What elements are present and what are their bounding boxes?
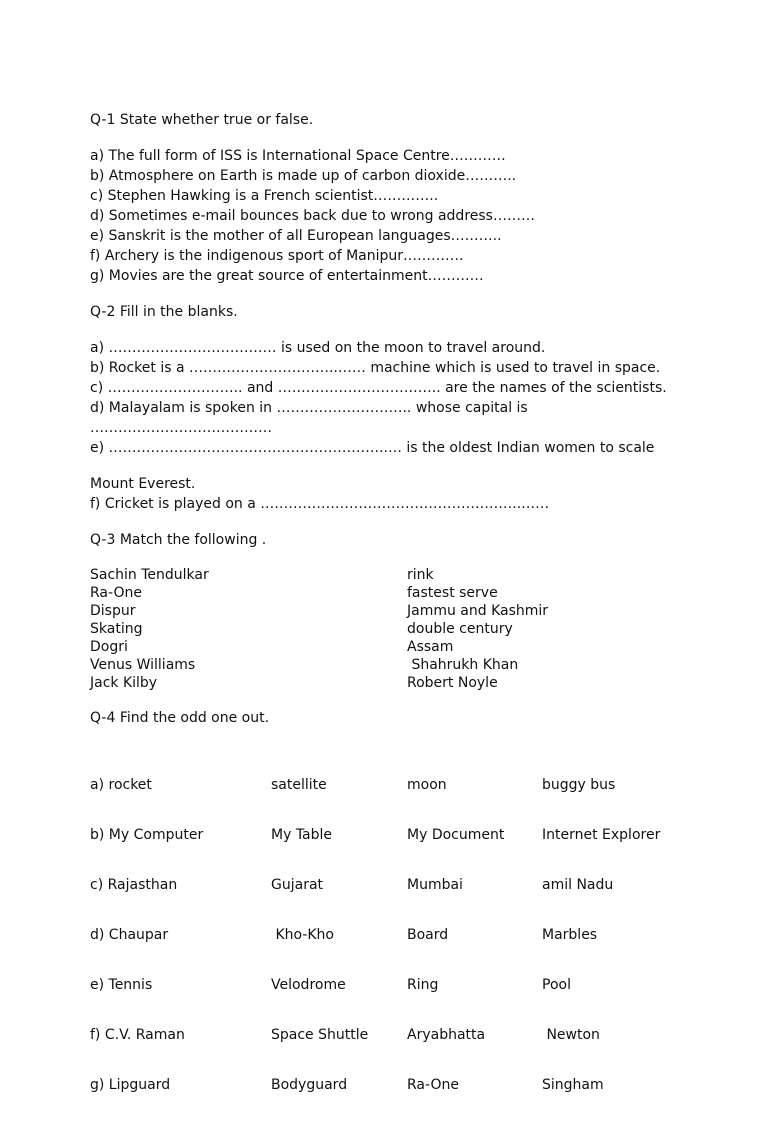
q2-item-continuation: ………………………………… [90, 420, 272, 436]
match-right: Assam [407, 639, 454, 655]
q1-item: f) Archery is the indigenous sport of Manipur…………. [90, 248, 464, 264]
odd-row [90, 1076, 730, 1094]
q2-item-continuation: Mount Everest. [90, 476, 196, 492]
q2-item: e) …………………………………………………..…. is the oldest Indian women to scale [90, 440, 655, 456]
odd-cell: Marbles [542, 927, 598, 943]
q2-item: f) Cricket is played on a ………………………………………………..…… [90, 496, 550, 512]
worksheet [90, 110, 730, 1126]
match-row [90, 584, 730, 602]
odd-cell: Space Shuttle [271, 1027, 369, 1043]
odd-cell: a) rocket [90, 777, 152, 793]
match-left: Dogri [90, 639, 128, 655]
q4-odd-table [90, 744, 730, 1126]
q1-heading: Q-1 State whether true or false. [90, 112, 314, 128]
q3-match-table [90, 566, 730, 692]
odd-cell: Mumbai [407, 877, 463, 893]
q2-item: a) ……………………………… is used on the moon to travel around. [90, 340, 546, 356]
odd-cell: Velodrome [271, 977, 346, 993]
odd-row [90, 926, 730, 944]
odd-cell: Ra-One [407, 1077, 459, 1093]
odd-row [90, 1026, 730, 1044]
odd-row [90, 976, 730, 994]
odd-cell: satellite [271, 777, 327, 793]
odd-cell: Singham [542, 1077, 604, 1093]
match-right: Robert Noyle [407, 675, 498, 691]
q1-item: e) Sanskrit is the mother of all European languages……….. [90, 228, 502, 244]
odd-cell: Ring [407, 977, 439, 993]
q1-item: a) The full form of ISS is International Space Centre………… [90, 148, 506, 164]
q3-heading: Q-3 Match the following . [90, 532, 267, 548]
odd-cell: f) C.V. Raman [90, 1027, 185, 1043]
match-right: Jammu and Kashmir [407, 603, 549, 619]
match-right: Shahrukh Khan [407, 657, 519, 673]
odd-cell: My Document [407, 827, 505, 843]
match-row [90, 638, 730, 656]
odd-cell: Board [407, 927, 449, 943]
q1-item: g) Movies are the great source of entertainment………… [90, 268, 484, 284]
q1-item: d) Sometimes e-mail bounces back due to wrong address……… [90, 208, 535, 224]
odd-cell: Internet Explorer [542, 827, 661, 843]
q1-list [90, 146, 730, 286]
q2-item: c) ……………………….. and …………………………….. are the names of the scientists. [90, 380, 667, 396]
odd-row [90, 876, 730, 894]
odd-cell: Gujarat [271, 877, 324, 893]
match-left: Venus Williams [90, 657, 196, 673]
match-row [90, 602, 730, 620]
odd-cell: c) Rajasthan [90, 877, 178, 893]
match-right: rink [407, 567, 434, 583]
match-row [90, 620, 730, 638]
odd-cell: Newton [542, 1027, 600, 1043]
q1-item: c) Stephen Hawking is a French scientist………….. [90, 188, 439, 204]
odd-cell: moon [407, 777, 447, 793]
q2-heading: Q-2 Fill in the blanks. [90, 304, 238, 320]
match-right: double century [407, 621, 513, 637]
odd-cell: b) My Computer [90, 827, 204, 843]
match-left: Sachin Tendulkar [90, 567, 209, 583]
q2-item: d) Malayalam is spoken in ……………………….. whose capital is [90, 400, 528, 416]
odd-cell: e) Tennis [90, 977, 153, 993]
odd-row [90, 826, 730, 844]
odd-cell: amil Nadu [542, 877, 614, 893]
match-left: Ra-One [90, 585, 142, 601]
odd-cell: g) Lipguard [90, 1077, 171, 1093]
odd-cell: My Table [271, 827, 333, 843]
match-row [90, 566, 730, 584]
odd-cell: Kho-Kho [271, 927, 334, 943]
match-left: Skating [90, 621, 143, 637]
q4-heading: Q-4 Find the odd one out. [90, 710, 270, 726]
q2-item: b) Rocket is a …………………………..…… machine which is used to travel in space. [90, 360, 661, 376]
odd-cell: Bodyguard [271, 1077, 348, 1093]
match-left: Dispur [90, 603, 136, 619]
odd-cell: d) Chaupar [90, 927, 169, 943]
q2-list [90, 338, 730, 514]
odd-cell: buggy bus [542, 777, 616, 793]
match-left: Jack Kilby [90, 675, 158, 691]
odd-row [90, 776, 730, 794]
match-row [90, 656, 730, 674]
odd-cell: Pool [542, 977, 571, 993]
q1-item: b) Atmosphere on Earth is made up of carbon dioxide……….. [90, 168, 517, 184]
odd-cell: Aryabhatta [407, 1027, 486, 1043]
match-right: fastest serve [407, 585, 498, 601]
match-row [90, 674, 730, 692]
